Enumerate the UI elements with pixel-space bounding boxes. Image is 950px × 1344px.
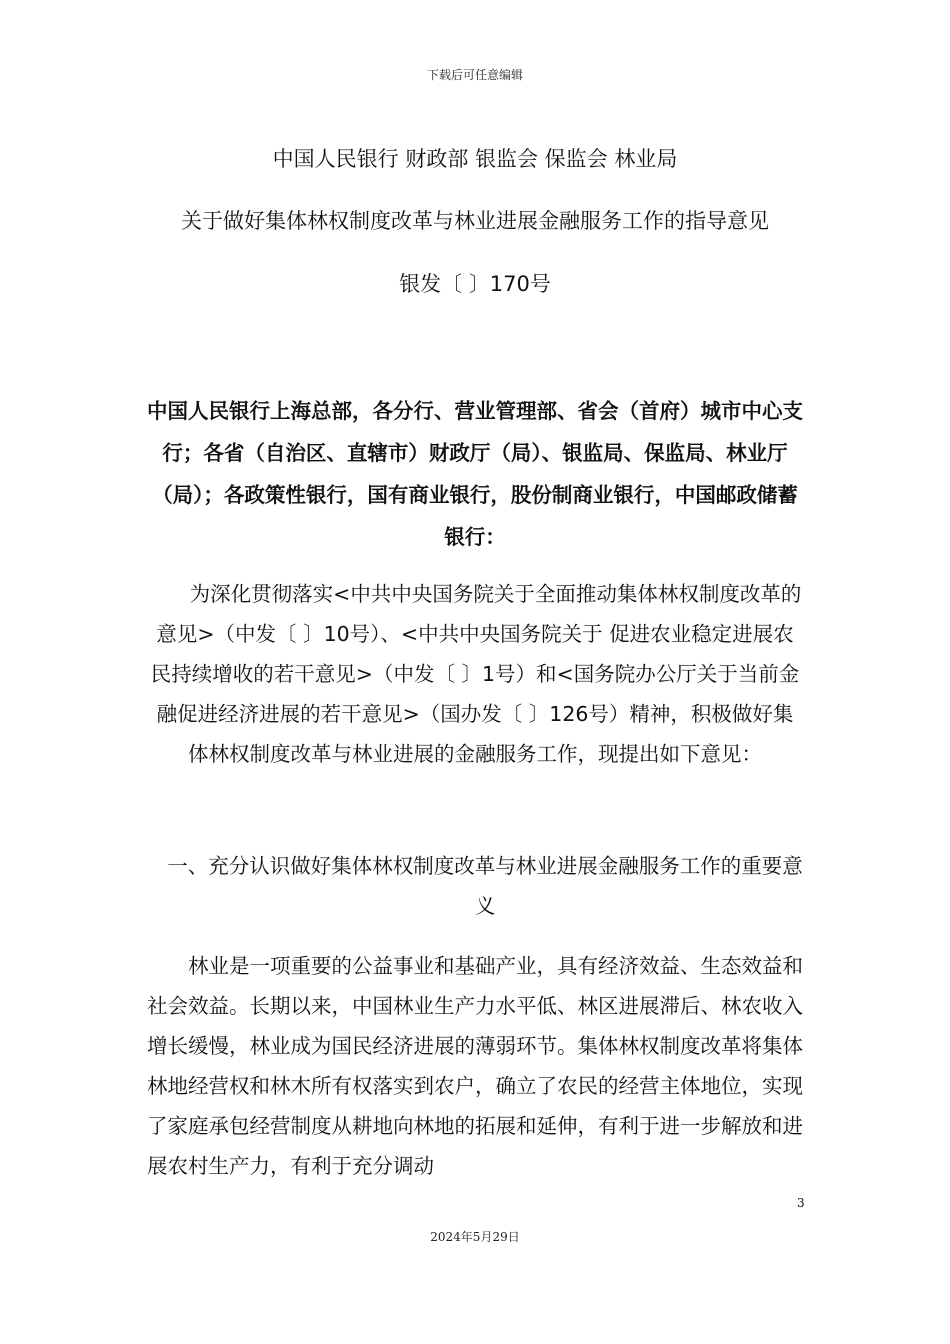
page-footer-date: 2024年5月29日 <box>430 1230 520 1244</box>
document-title: 关于做好集体林权制度改革与林业进展金融服务工作的指导意见 <box>181 209 769 233</box>
document-number: 银发〔 〕170号 <box>399 272 551 296</box>
intro-paragraph: 为深化贯彻落实<中共中央国务院关于全面推动集体林权制度改革的意见>（中发〔 〕10号）、<中共中央国务院关于 促进农业稳定进展农民持续增收的若干意见>（中发〔 〕1号）和<国务院办公厅关于当前金融促进经济进展的若干意见>（国办发〔 〕126号）精神，积极做好集体林权制度改革与林业进展的金融服务工作，现提出如下意见： <box>150 582 802 766</box>
issuers-title: 中国人民银行 财政部 银监会 保监会 林业局 <box>272 147 678 171</box>
section-heading: 一、充分认识做好集体林权制度改革与林业进展金融服务工作的重要意义 <box>167 854 803 918</box>
addressee: 中国人民银行上海总部，各分行、营业管理部、省会（首府）城市中心支行；各省（自治区、直辖市）财政厅（局）、银监局、保监局、林业厅（局）；各政策性银行，国有商业银行，股份制商业银行，中国邮政储蓄银行： <box>147 399 803 549</box>
section-body-paragraph: 林业是一项重要的公益事业和基础产业，具有经济效益、生态效益和社会效益。长期以来，中国林业生产力水平低、林区进展滞后、林农收入增长缓慢，林业成为国民经济进展的薄弱环节。集体林权制度改革将集体林地经营权和林木所有权落实到农户，确立了农民的经营主体地位，实现了家庭承包经营制度从耕地向林地的拓展和延伸，有利于进一步解放和进展农村生产力，有利于充分调动 <box>147 954 803 1178</box>
page-header-note: 下载后可任意编辑 <box>426 68 523 82</box>
page-number: 3 <box>797 1196 805 1210</box>
